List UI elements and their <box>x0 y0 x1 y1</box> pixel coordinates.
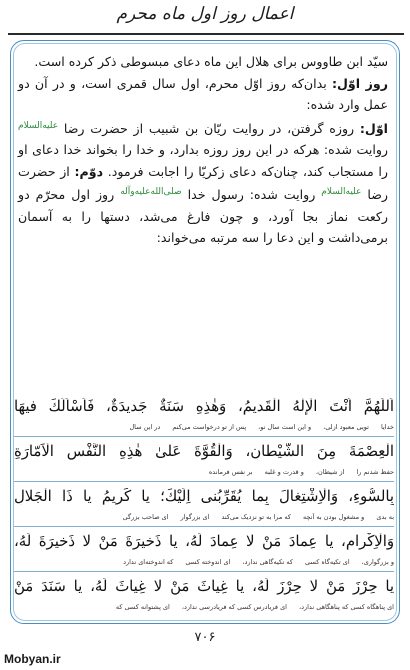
body-paragraph <box>18 73 388 116</box>
translation-phrase: در این سال <box>129 423 161 431</box>
translation-phrase: پس از تو درخواست می‌کنم <box>172 423 247 431</box>
translation-phrase: ای صاحب بزرگی <box>122 513 169 521</box>
header-rule <box>8 33 404 35</box>
body-text-segment: از حضرت رضا <box>18 163 388 203</box>
body-text-segment: روز اول محرّم دو رکعت نماز بجا آورد، و چون فارغ می‌شد، دستها را به آسمان برمی‌داشت و این دعا را سه مرتبه می‌خواند: <box>18 187 388 246</box>
translation-phrase: بر نفس فرمانده <box>208 468 253 476</box>
honorific-mark: صلی‌الله‌علیه‌وآله <box>120 187 182 198</box>
translation-phrase: ای پناهگاه کسی که پناهگاهی ندارد، <box>298 603 394 611</box>
dua-arabic-line: وَالْاِكْرامِ، یا عِمادَ مَنْ لا عِمادَ لَهُ، یا ذَخیرَةَ مَنْ لا ذَخیرَةَ لَهُ، <box>14 533 394 550</box>
honorific-mark: علیه‌السلام <box>18 120 59 131</box>
dua-translation-line <box>14 603 394 611</box>
translation-phrase: و بزرگواری، <box>361 558 394 566</box>
translation-phrase: ای تکیه‌گاه کسی <box>305 558 350 566</box>
dua-translation-line <box>14 423 394 431</box>
section-label: اوّل: <box>359 120 388 136</box>
dua-arabic-line: یا حِرْزَ مَنْ لا حِرْزَ لَهُ، یا غِیاثَ مَنْ لا غِیاثَ لَهُ، یا سَنَدَ مَنْ <box>14 578 394 595</box>
dua-translation-line <box>14 513 394 521</box>
body-text-segment: بدان‌که روز اوّل محرم، اول سال قمری است، و در آن دو عمل وارد شده: <box>18 75 388 112</box>
translation-phrase: و قدرت و غلبه <box>264 468 304 476</box>
translation-phrase: حفظ شدنم را <box>356 468 394 476</box>
dua-translation-line <box>14 558 394 566</box>
body-text-segment: سیّد ابن طاووس برای هلال این ماه دعای مبسوطی ذکر کرده است. <box>34 54 388 69</box>
dua-line-separator <box>14 571 394 572</box>
translation-phrase: که اندوخته‌ای ندارد <box>123 558 174 566</box>
dua-line-separator <box>14 481 394 482</box>
section-label: روز اوّل: <box>331 75 388 91</box>
page-number: ۷۰۶ <box>194 630 216 645</box>
translation-phrase: ای فریادرس کسی که فریادرسی ندارد، <box>181 603 287 611</box>
translation-phrase: ای پشتوانه کسی که <box>115 603 170 611</box>
translation-phrase: به بدی <box>376 513 394 521</box>
dua-line-separator <box>14 436 394 437</box>
body-paragraph <box>18 51 388 73</box>
translation-phrase: و مشغول بودن به آنچه <box>303 513 365 521</box>
body-text-segment: روزه گرفتن، در روایت ریّان بن شبیب از حضرت رضا <box>58 120 360 136</box>
translation-phrase: خدایا <box>380 423 394 431</box>
translation-phrase: تویی معبود ازلی، <box>323 423 369 431</box>
dua-line-separator <box>14 526 394 527</box>
translation-phrase: از شیطان، <box>315 468 345 476</box>
dua-translation-line <box>14 468 394 476</box>
honorific-mark: علیه‌السلام <box>321 187 362 198</box>
body-text-segment: روایت شده: هرکه در این روز روزه بدارد، و خدا را بخواند خدا دعای او را مستجاب کند، چنان‌که دعای زکریّا را اجابت فرمود. <box>18 142 388 179</box>
translation-phrase: ای اندوخته کسی <box>185 558 231 566</box>
dua-arabic-line: بِالسُّوءِ، وَالْاِشْتِغالَ بِما یُقَرِّبُنی اِلَیْكَ؛ یا كَریمُ یا ذَا الْجَلالِ <box>14 488 394 505</box>
dua-arabic-line: اَللّٰهُمَّ اَنْتَ الْإِلٰهُ الْقَدیمُ، وَهٰذِهِ سَنَةٌ جَدیدَةٌ، فَاَسْاَلُكَ فیهَا <box>14 398 394 415</box>
body-text-segment: روایت شده: رسول خدا <box>181 187 322 203</box>
translation-phrase: که مرا به تو نزدیک می‌کند <box>221 513 291 521</box>
translation-phrase: و این است سال نو، <box>258 423 312 431</box>
body-text <box>18 51 388 249</box>
translation-phrase: که تکیه‌گاهی ندارد، <box>242 558 293 566</box>
section-label: دوّم: <box>74 163 104 179</box>
page-header-title: اعمال روز اول ماه محرم <box>116 4 294 24</box>
dua-arabic-line: الْعِصْمَةَ مِنَ الشَّیْطانِ، وَالْقُوَّةَ عَلیٰ هٰذِهِ النَّفْسِ الْاَمّارَةِ <box>14 443 394 460</box>
body-paragraph <box>18 116 388 249</box>
site-watermark: Mobyan.ir <box>4 652 61 666</box>
translation-phrase: ای بزرگوار <box>180 513 210 521</box>
